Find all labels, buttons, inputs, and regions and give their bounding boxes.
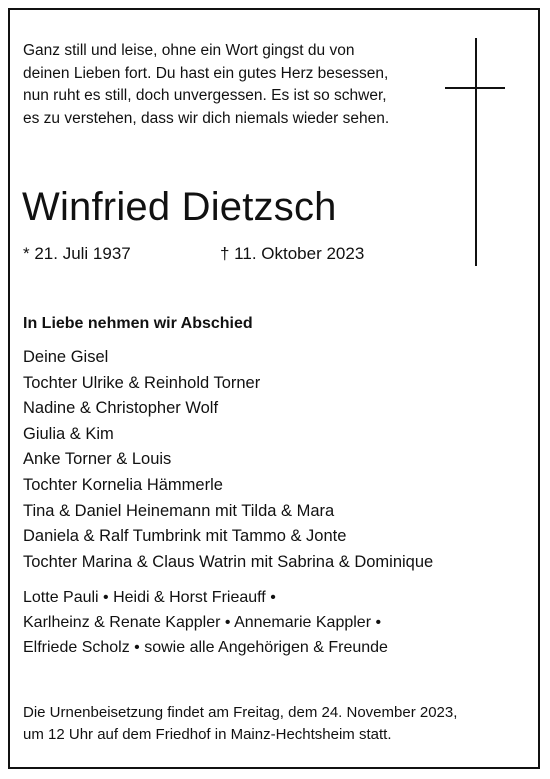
poem: [23, 40, 443, 130]
farewell-heading: In Liebe nehmen wir Abschied: [23, 315, 253, 332]
birth-date: * 21. Juli 1937: [23, 244, 131, 263]
mourner-line: Tochter Marina & Claus Watrin mit Sabrina & Dominique: [23, 552, 434, 571]
poem-line: nun ruht es still, doch unvergessen. Es ist so schwer,: [23, 87, 387, 104]
mourner-line: Tochter Ulrike & Reinhold Torner: [23, 373, 261, 392]
mourner-line: Deine Gisel: [23, 348, 109, 366]
mourners-list: [23, 345, 433, 575]
poem-line: es zu verstehen, dass wir dich niemals wieder sehen.: [23, 109, 390, 127]
cross-vertical-bar: [475, 38, 477, 266]
cross-horizontal-bar: [445, 87, 505, 89]
poem-line: deinen Lieben fort. Du hast ein gutes Herz besessen,: [23, 64, 389, 82]
mourner-line: Tina & Daniel Heinemann mit Tilda & Mara: [23, 501, 335, 520]
burial-notice-line: Die Urnenbeisetzung findet am Freitag, dem 24. November 2023,: [23, 704, 458, 721]
mourner-line: Nadine & Christopher Wolf: [23, 399, 219, 418]
deceased-name: Winfried Dietzsch: [22, 185, 337, 229]
mourner-line: Anke Torner & Louis: [23, 450, 172, 469]
poem-line: Ganz still und leise, ohne ein Wort gingst du von: [23, 42, 355, 59]
burial-notice: [23, 702, 457, 746]
extended-family-line: Elfriede Scholz • sowie alle Angehörigen & Freunde: [23, 639, 388, 656]
mourner-line: Giulia & Kim: [23, 424, 114, 443]
extended-family-line: Karlheinz & Renate Kappler • Annemarie Kappler •: [23, 614, 382, 631]
extended-family-line: Lotte Pauli • Heidi & Horst Frieauff •: [23, 589, 276, 606]
death-date: † 11. Oktober 2023: [220, 244, 365, 263]
extended-family: [23, 585, 388, 660]
mourner-line: Daniela & Ralf Tumbrink mit Tammo & Jonte: [23, 527, 347, 546]
burial-notice-line: um 12 Uhr auf dem Friedhof in Mainz-Hechtsheim statt.: [23, 726, 392, 743]
mourner-line: Tochter Kornelia Hämmerle: [23, 475, 223, 494]
